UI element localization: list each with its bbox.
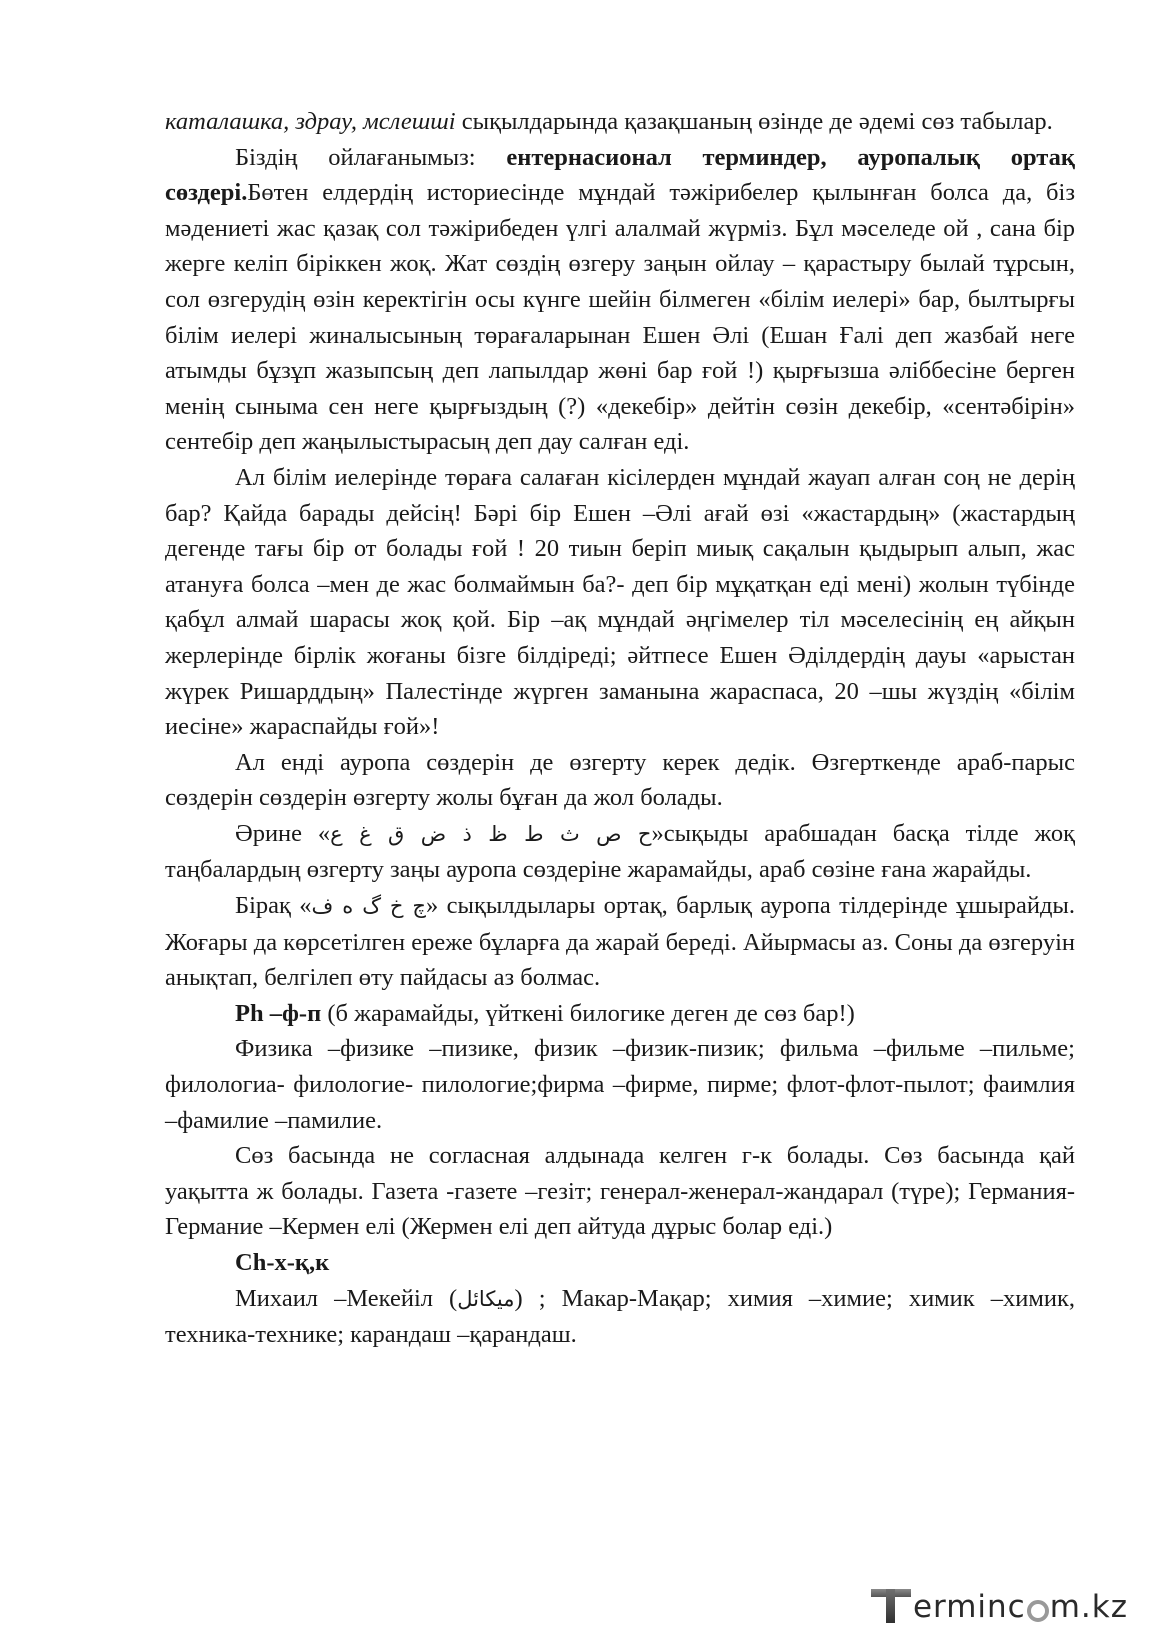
text-segment: Сөз басында не согласная алдынада келген г-к болады. Сөз басында қай уақытта ж болады. Газета -газете –гезіт; генерал-женерал-жандарал (түре); Германия- Германие –Кермен елі (Жермен елі деп айтуда дұрыс болар еді.) (165, 1142, 1075, 1241)
paragraph (165, 996, 1075, 1032)
paragraph (165, 104, 1075, 140)
paragraph (165, 1138, 1075, 1245)
text-segment: Ch-х-қ,к (235, 1249, 330, 1276)
paragraph (165, 1281, 1075, 1353)
text-segment: Ал енді ауропа сөздерін де өзгерту керек дедік. Өзгерткенде араб-парыс сөздерін сөздерін өзгерту жолы бұған да жол болады. (165, 748, 1075, 812)
paragraph (165, 140, 1075, 460)
text-segment: каталашка, здрау, мслешші (165, 108, 456, 135)
document-body (165, 104, 1075, 1353)
text-segment: Ал білім иелерінде төраға салаған кісілерден мұндай жауап алған соң не дерің бар? Қайда барады дейсің! Бәрі бір Ешен –Әлі ағай өзі «жастардың» (жастардың дегенде тағы бір от болады ғой ! 20 тиын беріп миық сақалын қыдырып алып, жас атануға болса –мен де жас болмаймын ба?- деп бір мұқатқан еді мені) жолын түбінде қабұл алмай шарасы жоқ қой. Бір –ақ мұндай әңгімелер тіл мәселесінің ең айқын жерлерінде бірлік жоғаны бізге білдіреді; әйтпесе Ешен Әділдердің дауы «арыстан жүрек Ришарддың» Палестінде жүрген заманына жараспаса, 20 –шы жүздің «білім иесіне» жараспайды ғой»! (165, 463, 1075, 741)
text-segment: Ph –ф-п (235, 999, 322, 1027)
text-segment: Әрине « (235, 819, 331, 847)
text-segment: Біздің ойлағанымыз: (235, 143, 507, 171)
text-segment: сықылдарында қазақшаның өзінде де әдемі сөз табылар. (455, 108, 1053, 135)
text-segment: Бөтен елдердің историесінде мұндай тәжірибелер қылынған болса да, біз мәдениеті жас қазақ сол тәжірибеден үлгі алалмай жүрміз. Бұл мәселеде ой , сана бір жерге келіп біріккен жоқ. Жат сөздің өзгеру заңын ойлау – қарастыру былай тұрсын, сол өзгерудің өзін керектігін осы күнге шейін білмеген «білім иелері» бар, былтырғы білім иелері жиналысының төрағаларынан Ешен Әлі (Ешан Ғалі деп жазбай неге атымды бұзұп жазыпсың деп лапылдар жөні бар ғой !) қырғызша әліббесіне берген менің сыныма сен неге қырғыздың (?) «декебір» дейтін сөзін декебір, «сентәбірін» сентебір деп жаңылыстырасың деп дау салған еді. (165, 179, 1075, 456)
text-segment: ентернасионал терминдер, ауропалық ортақ сөздері. (165, 143, 1075, 207)
arabic-letters: ميكائل (457, 1286, 515, 1311)
logo-t-icon (871, 1585, 911, 1625)
paragraph (165, 888, 1075, 996)
logo-text-1: erminc (912, 1589, 1026, 1625)
termincom-logo (871, 1581, 1128, 1625)
arabic-letters: چ خ گ ه ف (311, 894, 426, 919)
text-segment: Бірақ « (235, 892, 312, 920)
text-segment: Михаил –Мекейіл ( (235, 1284, 458, 1312)
paragraph (165, 1031, 1075, 1138)
text-segment: »сықыды арабшадан басқа тілде жоқ таңбалардың өзгерту заңы ауропа сөздеріне жарамайды, араб сөзіне ғана жарайды. (165, 819, 1075, 884)
logo-o-icon (1027, 1600, 1049, 1622)
arabic-letters: ح ص ث ط ظ ذ ض ق غ ع (330, 821, 652, 846)
logo-text-2: m.kz (1049, 1589, 1128, 1625)
paragraph (165, 745, 1075, 816)
text-segment: » сықылдылары ортақ, барлық ауропа тілдерінде ұшырайды. Жоғары да көрсетілген ереже бұларға да жарай береді. Айырмасы аз. Соны да өзгеруін анықтап, белгілеп өту пайдасы аз болмас. (165, 892, 1075, 992)
paragraph (165, 460, 1075, 745)
paragraph (165, 816, 1075, 888)
paragraph (165, 1245, 1075, 1281)
text-segment: (б жарамайды, үйткені билогике деген де сөз бар!) (321, 999, 855, 1027)
text-segment: Физика –физике –пизике, физик –физик-пизик; фильма –фильме –пильме; филологиа- филологие- пилологие;фирма –фирме, пирме; флот-флот-пылот; фаимлия –фамилие –памилие. (165, 1035, 1075, 1134)
text-segment: ) ; Макар-Мақар; химия –химие; химик –химик, техника-технике; карандаш –қарандаш. (165, 1284, 1075, 1349)
